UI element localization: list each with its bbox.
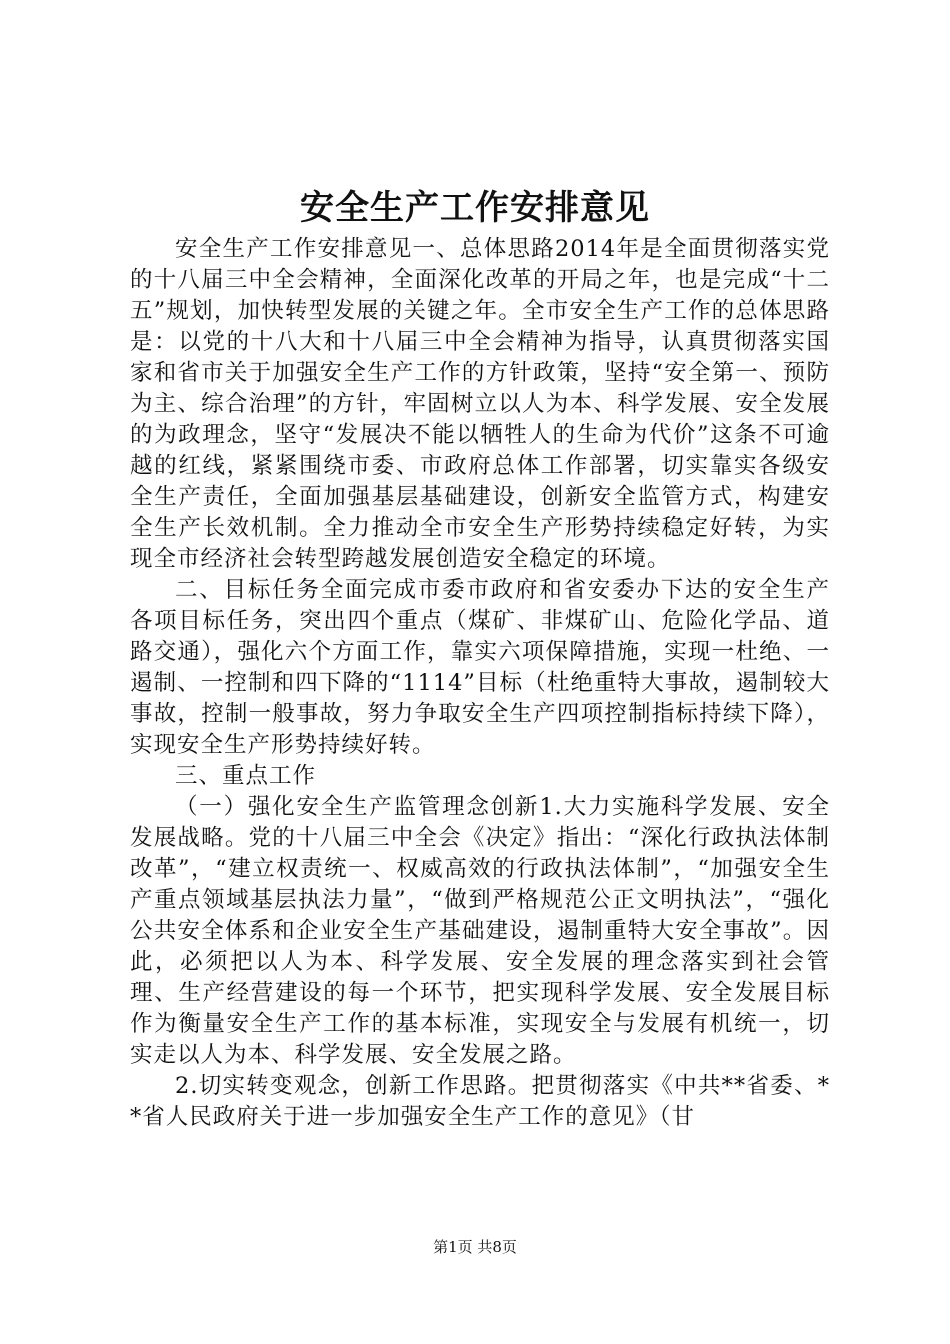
document-title: 安全生产工作安排意见 bbox=[300, 188, 650, 228]
paragraph-goals-tasks: 二、目标任务全面完成市委市政府和省安委办下达的安全生产各项目标任务，突出四个重点（煤矿、非煤矿山、危险化学品、道路交通），强化六个方面工作，靠实六项保障措施，实现一杜绝、一遏制、一控制和四下降的“1114”目标（杜绝重特大事故，遏制较大事故，控制一般事故，努力争取安全生产四项控制指标持续下降），实现安全生产形势持续好转。 bbox=[130, 577, 830, 758]
paragraph-regulatory-innovation: （一）强化安全生产监管理念创新1.大力实施科学发展、安全发展战略。党的十八届三中全会《决定》指出：“深化行政执法体制改革”，“建立权责统一、权威高效的行政执法体制”，“加强安全生产重点领域基层执法力量”，“做到严格规范公正文明执法”，“强化公共安全体系和企业安全生产基础建设，遏制重特大安全事故”。因此，必须把以人为本、科学发展、安全发展的理念落实到社会管理、生产经营建设的每一个环节，把实现科学发展、安全发展目标作为衡量安全生产工作的基本标准，实现安全与发展有机统一，切实走以人为本、科学发展、安全发展之路。 bbox=[130, 794, 830, 1068]
paragraph-key-work-heading: 三、重点工作 bbox=[175, 763, 317, 789]
document-body bbox=[130, 234, 830, 1133]
paragraph-change-mindset: 2.切实转变观念，创新工作思路。把贯彻落实《中共**省委、**省人民政府关于进一步加强安全生产工作的意见》（甘 bbox=[130, 1073, 830, 1130]
paragraph-overall-approach: 安全生产工作安排意见一、总体思路2014年是全面贯彻落实党的十八届三中全会精神，全面深化改革的开局之年，也是完成“十二五”规划，加快转型发展的关键之年。全市安全生产工作的总体思路是：以党的十八大和十八届三中全会精神为指导，认真贯彻落实国家和省市关于加强安全生产工作的方针政策，坚持“安全第一、预防为主、综合治理”的方针，牢固树立以人为本、科学发展、安全发展的为政理念，坚守“发展决不能以牺牲人的生命为代价”这条不可逾越的红线，紧紧围绕市委、市政府总体工作部署，切实靠实各级安全生产责任，全面加强基层基础建设，创新安全监管方式，构建安全生产长效机制。全力推动全市安全生产形势持续稳定好转，为实现全市经济社会转型跨越发展创造安全稳定的环境。 bbox=[130, 236, 830, 572]
page-number-footer: 第1页 共8页 bbox=[433, 1238, 517, 1256]
